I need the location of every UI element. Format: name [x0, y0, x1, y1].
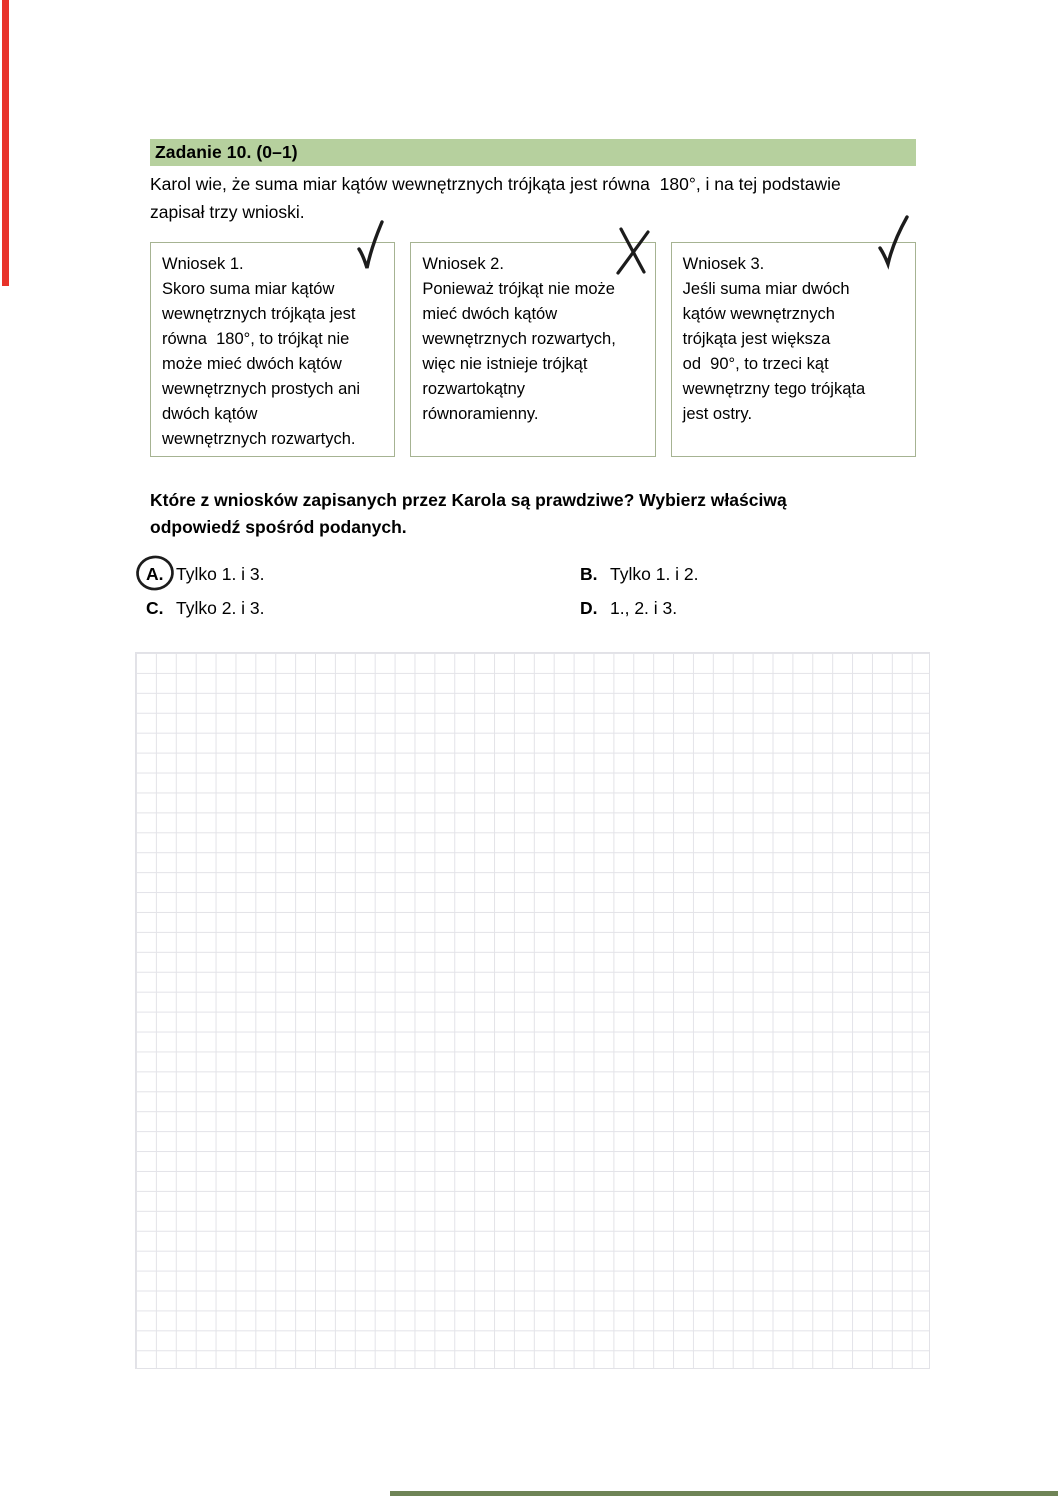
box1-title: Wniosek 1. — [162, 255, 244, 273]
box3-title: Wniosek 3. — [682, 255, 765, 273]
answer-letter: A. — [146, 564, 164, 584]
conclusion-box-3 — [671, 242, 916, 457]
box1-line: wewnętrznych trójkąta jest — [162, 305, 356, 323]
answer-text: 1., 2. i 3. — [610, 598, 678, 618]
answer-text: Tylko 2. i 3. — [176, 598, 265, 618]
question-line: odpowiedź spośród podanych. — [150, 517, 407, 537]
task-header: Zadanie 10. (0–1) — [150, 139, 916, 166]
handwritten-check-box1 — [355, 218, 387, 276]
box2-line: wewnętrznych rozwartych, — [422, 330, 616, 348]
box1-line: równa 180°, to trójkąt nie — [162, 330, 350, 348]
box3-line: Jeśli suma miar dwóch — [682, 280, 850, 298]
box2-line: Ponieważ trójkąt nie może — [422, 280, 615, 298]
question-text — [150, 487, 930, 541]
box3-line: trójkąta jest większa — [682, 330, 831, 348]
box2-title: Wniosek 2. — [422, 255, 504, 273]
box3-line: jest ostry. — [682, 405, 753, 423]
handwritten-x-box2 — [613, 226, 655, 278]
conclusion-boxes — [150, 242, 916, 457]
answer-option-d[interactable] — [580, 597, 677, 620]
answer-option-a[interactable] — [146, 563, 265, 586]
task-intro — [150, 171, 930, 226]
answer-letter: C. — [146, 598, 164, 618]
answer-text: Tylko 1. i 3. — [176, 564, 265, 584]
box2-line: równoramienny. — [422, 405, 539, 423]
intro-line: zapisał trzy wnioski. — [150, 201, 305, 222]
answer-option-b[interactable] — [580, 563, 699, 586]
box3-line: kątów wewnętrznych — [682, 305, 835, 323]
answer-option-c[interactable] — [146, 597, 265, 620]
box2-line: więc nie istnieje trójkąt — [422, 355, 588, 373]
answer-letter: D. — [580, 598, 598, 618]
next-section-edge-bar — [390, 1491, 1058, 1496]
grid-work-area — [135, 652, 930, 1369]
answer-letter: B. — [580, 564, 598, 584]
red-edge-bar — [2, 0, 9, 286]
box3-line: od 90°, to trzeci kąt — [682, 355, 829, 373]
box1-line: wewnętrznych prostych ani — [162, 380, 361, 398]
box1-line: może mieć dwóch kątów — [162, 355, 342, 373]
box2-line: mieć dwóch kątów — [422, 305, 558, 323]
box1-line: dwóch kątów — [162, 405, 258, 423]
box1-line: wewnętrznych rozwartych. — [162, 430, 356, 448]
answer-text: Tylko 1. i 2. — [610, 564, 699, 584]
intro-line: Karol wie, że suma miar kątów wewnętrznych trójkąta jest równa 180°, i na tej podstawie — [150, 174, 841, 194]
box3-line: wewnętrzny tego trójkąta — [682, 380, 866, 398]
box2-line: rozwartokątny — [422, 380, 526, 398]
handwritten-check-box3 — [874, 212, 914, 272]
question-line: Które z wniosków zapisanych przez Karola są prawdziwe? Wybierz właściwą — [150, 490, 787, 510]
box1-line: Skoro suma miar kątów — [162, 280, 335, 298]
